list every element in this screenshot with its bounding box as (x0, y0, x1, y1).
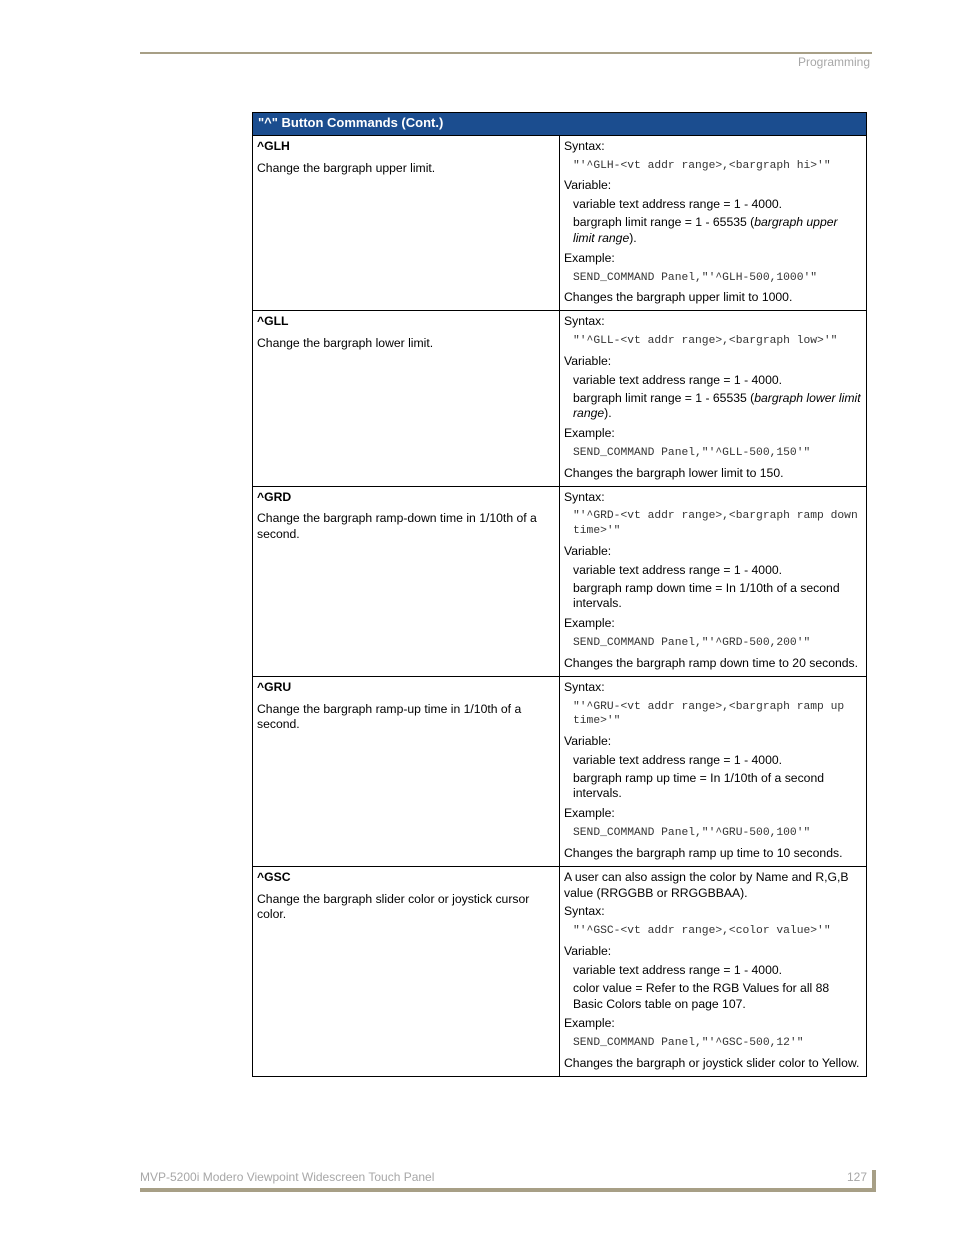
command-description: Change the bargraph ramp-down time in 1/10th of a second. (257, 511, 537, 542)
variable-line: variable text address range = 1 - 4000. (573, 197, 783, 212)
command-name-cell (253, 486, 560, 676)
example-label: Example: (564, 1016, 615, 1031)
example-result: Changes the bargraph or joystick slider color to Yellow. (564, 1055, 860, 1070)
example-label: Example: (564, 806, 615, 821)
header-section-label: Programming (797, 55, 870, 69)
table-row (253, 311, 867, 486)
command-detail-cell (560, 135, 867, 310)
command-name-cell (253, 311, 560, 486)
example-code: SEND_COMMAND Panel,"'^GRU-500,100'" (573, 827, 811, 840)
syntax-label: Syntax: (564, 489, 605, 504)
command-description: Change the bargraph lower limit. (257, 336, 434, 351)
variable-line: variable text address range = 1 - 4000. (573, 962, 783, 977)
command-name: ^GSC (257, 869, 291, 884)
table-row (253, 486, 867, 676)
variable-line: variable text address range = 1 - 4000. (573, 752, 783, 767)
variable-line: color value = Refer to the RGB Values for all 88 Basic Colors table on page 107. (573, 980, 830, 1011)
syntax-label: Syntax: (564, 138, 605, 153)
example-label: Example: (564, 616, 615, 631)
command-name: ^GRU (257, 679, 292, 694)
page-number: 127 (846, 1170, 867, 1184)
variable-line: bargraph limit range = 1 - 65535 (bargraph lower limit range). (573, 390, 861, 421)
example-code: SEND_COMMAND Panel,"'^GLH-500,1000'" (573, 271, 818, 284)
variable-line: bargraph ramp up time = In 1/10th of a second intervals. (573, 770, 825, 801)
variable-label: Variable: (564, 178, 612, 193)
command-detail-cell (560, 676, 867, 866)
variable-line: bargraph ramp down time = In 1/10th of a second intervals. (573, 580, 840, 611)
example-code: SEND_COMMAND Panel,"'^GRD-500,200'" (573, 637, 811, 650)
variable-line: variable text address range = 1 - 4000. (573, 562, 783, 577)
command-description: Change the bargraph ramp-up time in 1/10th of a second. (257, 701, 522, 732)
button-commands-table (252, 112, 867, 1077)
command-name: ^GLL (257, 314, 289, 329)
command-detail-cell (560, 486, 867, 676)
footer-rule (140, 1188, 876, 1192)
syntax-label: Syntax: (564, 679, 605, 694)
example-result: Changes the bargraph lower limit to 150. (564, 465, 784, 480)
table-title: "^" Button Commands (Cont.) (253, 113, 867, 136)
example-result: Changes the bargraph upper limit to 1000. (564, 290, 793, 305)
example-code: SEND_COMMAND Panel,"'^GSC-500,12'" (573, 1037, 804, 1050)
example-result: Changes the bargraph ramp up time to 10 seconds. (564, 845, 843, 860)
command-name-cell (253, 676, 560, 866)
table-row (253, 676, 867, 866)
footer-document-title: MVP-5200i Modero Viewpoint Widescreen Touch Panel (140, 1170, 435, 1184)
table-row (253, 135, 867, 310)
command-name-cell (253, 866, 560, 1076)
example-result: Changes the bargraph ramp down time to 20 seconds. (564, 655, 859, 670)
command-name: ^GRD (257, 489, 292, 504)
variable-line: bargraph limit range = 1 - 65535 (bargraph upper limit range). (573, 215, 838, 245)
example-label: Example: (564, 250, 615, 265)
syntax-code: "'^GLH-<vt addr range>,<bargraph hi>'" (573, 159, 831, 172)
syntax-label: Syntax: (564, 904, 605, 919)
syntax-code: "'^GRU-<vt addr range>,<bargraph ramp up time>'" (573, 700, 845, 728)
variable-label: Variable: (564, 733, 612, 748)
header-rule (140, 52, 872, 54)
syntax-code: "'^GRD-<vt addr range>,<bargraph ramp down time>'" (573, 510, 858, 538)
table-row (253, 866, 867, 1076)
command-name: ^GLH (257, 138, 290, 153)
syntax-label: Syntax: (564, 314, 605, 329)
variable-label: Variable: (564, 543, 612, 558)
variable-label: Variable: (564, 943, 612, 958)
command-note: A user can also assign the color by Name and R,G,B value (RRGGBB or RRGGBBAA). (564, 869, 849, 900)
command-detail-cell (560, 866, 867, 1076)
command-name-cell (253, 135, 560, 310)
command-detail-cell (560, 311, 867, 486)
variable-line: variable text address range = 1 - 4000. (573, 372, 783, 387)
command-description: Change the bargraph upper limit. (257, 160, 436, 175)
command-description: Change the bargraph slider color or joystick cursor color. (257, 891, 530, 922)
example-label: Example: (564, 426, 615, 441)
syntax-code: "'^GSC-<vt addr range>,<color value>'" (573, 925, 831, 938)
variable-label: Variable: (564, 353, 612, 368)
example-code: SEND_COMMAND Panel,"'^GLL-500,150'" (573, 447, 811, 460)
syntax-code: "'^GLL-<vt addr range>,<bargraph low>'" (573, 335, 838, 348)
